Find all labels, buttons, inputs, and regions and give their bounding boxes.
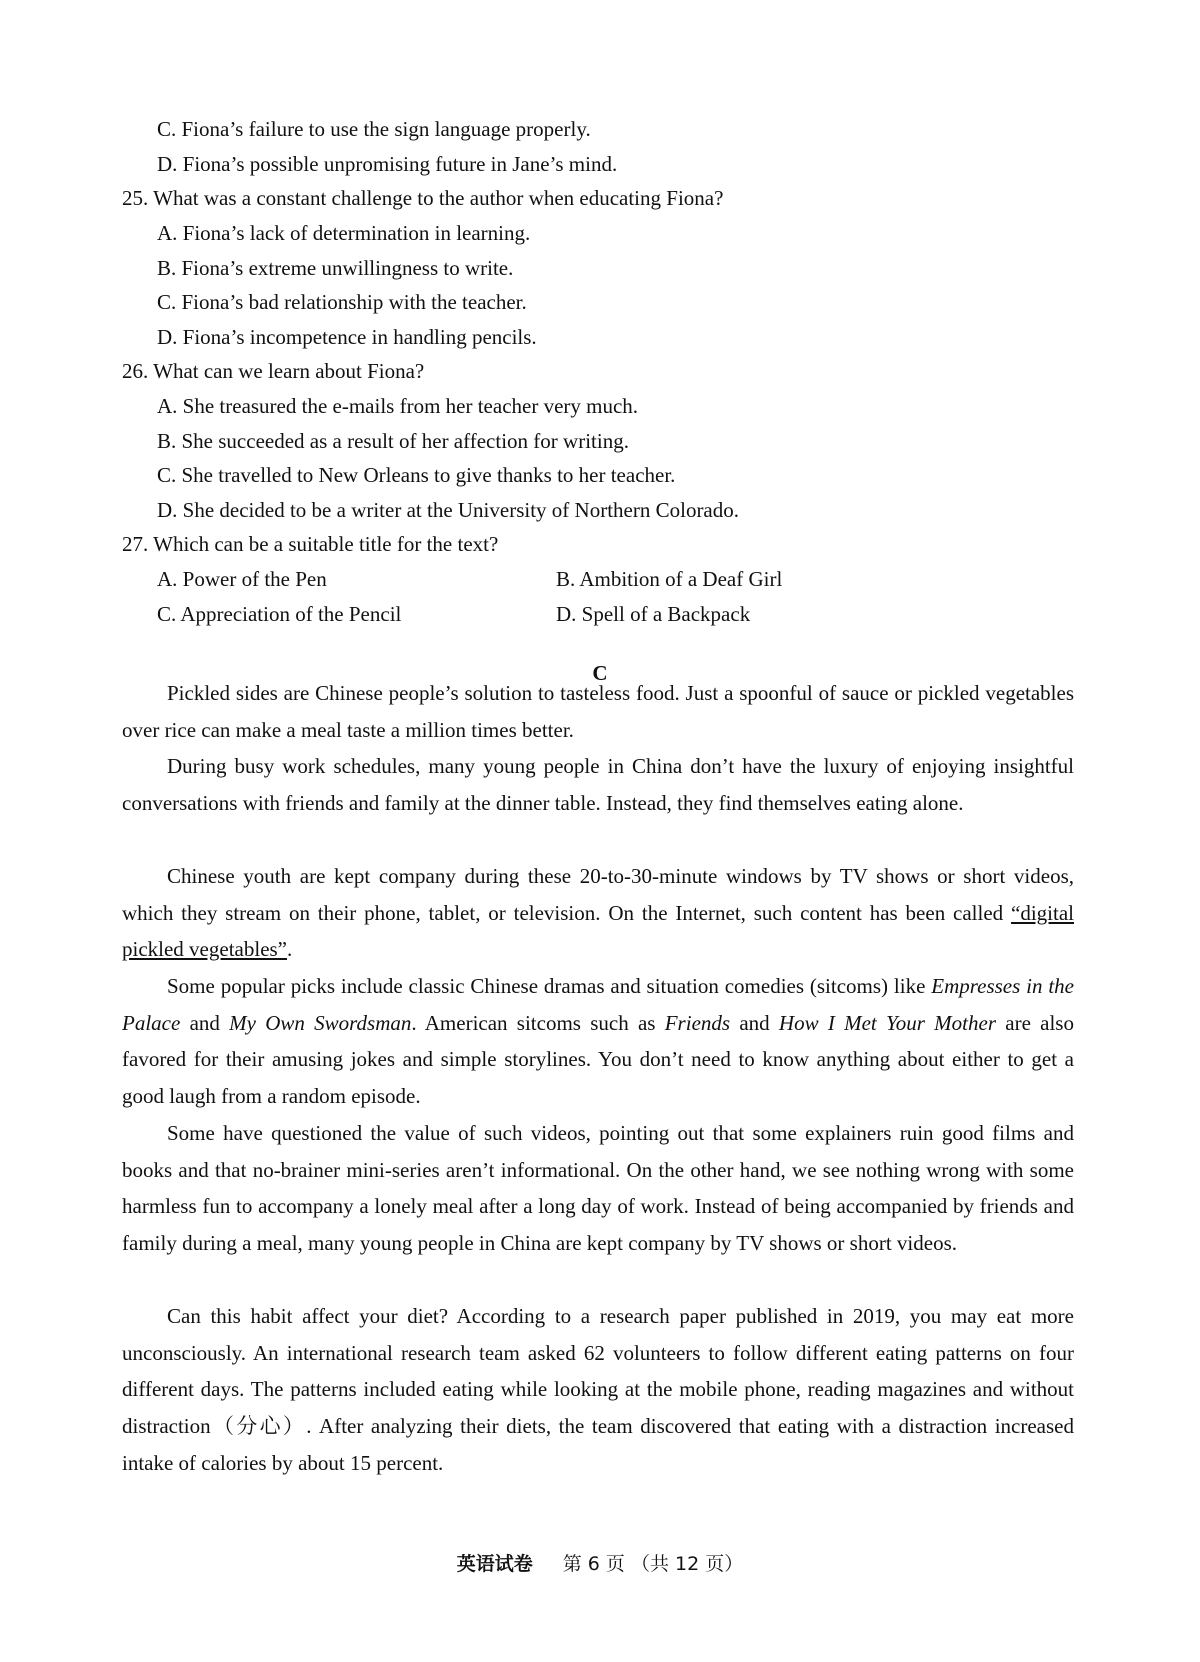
- passage-paragraph-5: Some have questioned the value of such videos, pointing out that some explainers ruin good films and books and that no-brainer mini-series aren’t informational. On the other hand, we see nothing wrong with some harmless fun to accompany a lonely meal after a long day of work. Instead of being accompanied by friends and family during a meal, many young people in China are kept company by TV shows or short videos.: [122, 1121, 1074, 1256]
- q24-option-c: C. Fiona’s failure to use the sign language properly.: [157, 117, 591, 141]
- passage-paragraph-4: [122, 968, 1074, 1115]
- q25-option-c: C. Fiona’s bad relationship with the teacher.: [157, 290, 527, 314]
- q26-option-a: A. She treasured the e-mails from her teacher very much.: [157, 394, 639, 418]
- title-friends: Friends: [664, 1010, 731, 1035]
- q25-stem: 25. What was a constant challenge to the author when educating Fiona?: [122, 186, 724, 210]
- q27-option-c: C. Appreciation of the Pencil: [157, 602, 402, 626]
- passage-paragraph-2: During busy work schedules, many young people in China don’t have the luxury of enjoying insightful conversations with friends and family at the dinner table. Instead, they find themselves eating alone.: [122, 754, 1074, 815]
- footer-page-number: 第 6 页 （共 12 页）: [562, 1553, 744, 1575]
- passage-paragraph-3: [122, 858, 1074, 968]
- p4-text-d: and: [730, 1010, 779, 1035]
- section-heading: C: [592, 661, 608, 685]
- q25-option-d: D. Fiona’s incompetence in handling pencils.: [157, 325, 537, 349]
- q26-option-b: B. She succeeded as a result of her affection for writing.: [157, 429, 629, 453]
- q25-option-a: A. Fiona’s lack of determination in learning.: [157, 221, 531, 245]
- p4-text-e: are also favored for their amusing jokes and simple storylines. You don’t need to know anything about either to get a good laugh from a random episode.: [122, 1010, 1074, 1109]
- passage-paragraph-6: Can this habit affect your diet? According to a research paper published in 2019, you may eat more unconsciously. An international research team asked 62 volunteers to follow different eating patterns on four different days. The patterns included eating while looking at the mobile phone, reading magazines and without distraction（分心）. After analyzing their diets, the team discovered that eating with a distraction increased intake of calories by about 15 percent.: [122, 1304, 1074, 1475]
- p3-text-b: .: [287, 937, 293, 962]
- q25-option-b: B. Fiona’s extreme unwillingness to write.: [157, 256, 514, 280]
- q27-option-b: B. Ambition of a Deaf Girl: [556, 567, 783, 591]
- p4-text-b: and: [180, 1010, 230, 1035]
- passage-paragraph-1: Pickled sides are Chinese people’s solution to tasteless food. Just a spoonful of sauce or pickled vegetables over rice can make a meal taste a million times better.: [122, 681, 1074, 742]
- page-footer: [0, 1551, 1200, 1577]
- underlined-phrase: “digital pickled vegetables”: [122, 900, 1074, 962]
- q27-option-d: D. Spell of a Backpack: [556, 602, 751, 626]
- p4-text-c: . American sitcoms such as: [411, 1010, 665, 1035]
- q27-stem: 27. Which can be a suitable title for the text?: [122, 532, 499, 556]
- q26-option-d: D. She decided to be a writer at the University of Northern Colorado.: [157, 498, 740, 522]
- footer-subject: 英语试卷: [456, 1553, 533, 1575]
- p3-text-a: Chinese youth are kept company during these 20-to-30-minute windows by TV shows or short videos, which they stream on their phone, tablet, or television. On the Internet, such content has been called: [122, 864, 1074, 925]
- q24-option-d: D. Fiona’s possible unpromising future in Jane’s mind.: [157, 152, 618, 176]
- q26-option-c: C. She travelled to New Orleans to give thanks to her teacher.: [157, 463, 676, 487]
- q27-option-a: A. Power of the Pen: [157, 567, 327, 591]
- title-himym: How I Met Your Mother: [778, 1010, 996, 1035]
- title-swordsman: My Own Swordsman: [229, 1010, 412, 1035]
- title-empresses: Empresses in the Palace: [122, 974, 1074, 1035]
- q26-stem: 26. What can we learn about Fiona?: [122, 359, 425, 383]
- p4-text-a: Some popular picks include classic Chinese dramas and situation comedies (sitcoms) like: [167, 974, 932, 998]
